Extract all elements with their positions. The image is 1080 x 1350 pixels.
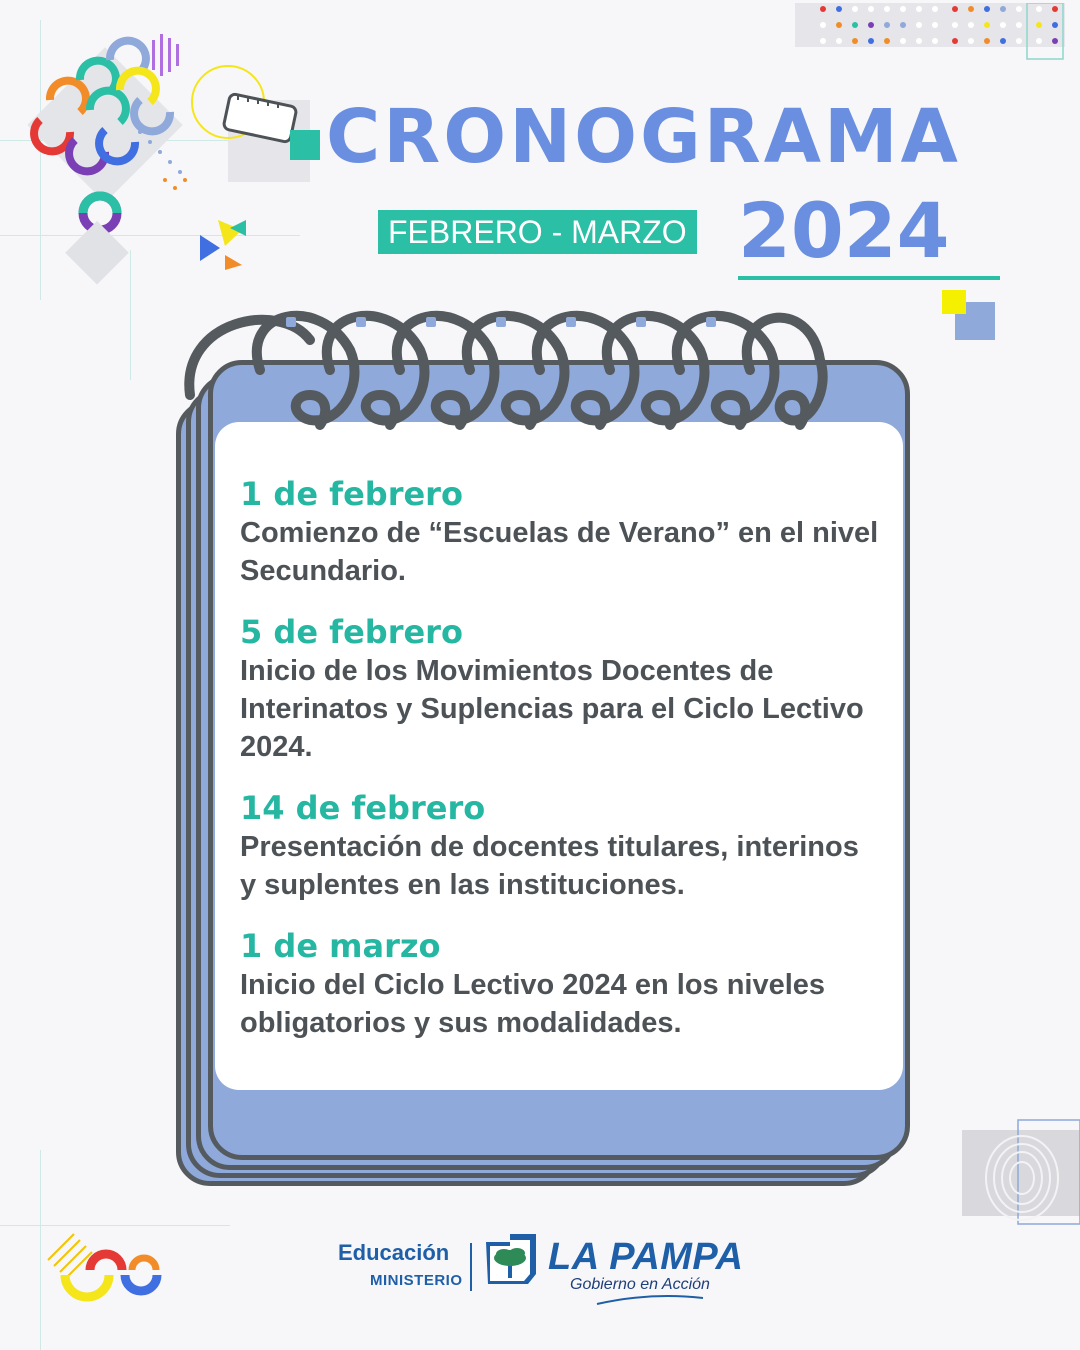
event-date: 14 de febrero bbox=[240, 789, 486, 827]
page-year: 2024 bbox=[738, 186, 950, 275]
ministry-name: Educación bbox=[338, 1240, 450, 1265]
event-item bbox=[240, 612, 880, 766]
government-slogan: Gobierno en Acción bbox=[570, 1276, 710, 1293]
event-description: Comienzo de “Escuelas de Verano” en el nivel Secundario. bbox=[240, 517, 879, 587]
event-date: 5 de febrero bbox=[240, 613, 463, 651]
event-description: Presentación de docentes titulares, interinos y suplentes en las instituciones. bbox=[240, 831, 859, 901]
title-marker bbox=[290, 130, 320, 160]
event-item bbox=[240, 474, 880, 590]
slogan-swoosh bbox=[595, 1292, 705, 1306]
province-name: LA PAMPA bbox=[548, 1236, 744, 1278]
event-item bbox=[240, 926, 880, 1042]
event-date: 1 de febrero bbox=[240, 475, 463, 513]
ministry-label: MINISTERIO bbox=[370, 1272, 463, 1289]
date-range-badge: FEBRERO - MARZO bbox=[378, 210, 697, 254]
events-list bbox=[240, 474, 880, 1064]
fingerprint-icon bbox=[962, 1118, 1080, 1228]
map-icon bbox=[480, 1232, 544, 1290]
event-description: Inicio del Ciclo Lectivo 2024 en los niveles obligatorios y sus modalidades. bbox=[240, 969, 826, 1039]
year-underline bbox=[738, 276, 1000, 280]
page-title: CRONOGRAMA bbox=[326, 94, 961, 180]
event-date: 1 de marzo bbox=[240, 927, 441, 965]
decor-dot-pattern bbox=[795, 3, 1065, 63]
event-item bbox=[240, 788, 880, 904]
event-description: Inicio de los Movimientos Docentes de Interinatos y Suplencias para el Ciclo Lectivo 2024. bbox=[240, 655, 864, 763]
decor-shapes-bottom-left bbox=[40, 1220, 180, 1310]
decor-shapes-top-left bbox=[20, 20, 260, 290]
calendar-spiral-rings bbox=[180, 300, 840, 450]
footer-separator bbox=[470, 1243, 472, 1291]
decor-yellow-square bbox=[942, 290, 966, 314]
